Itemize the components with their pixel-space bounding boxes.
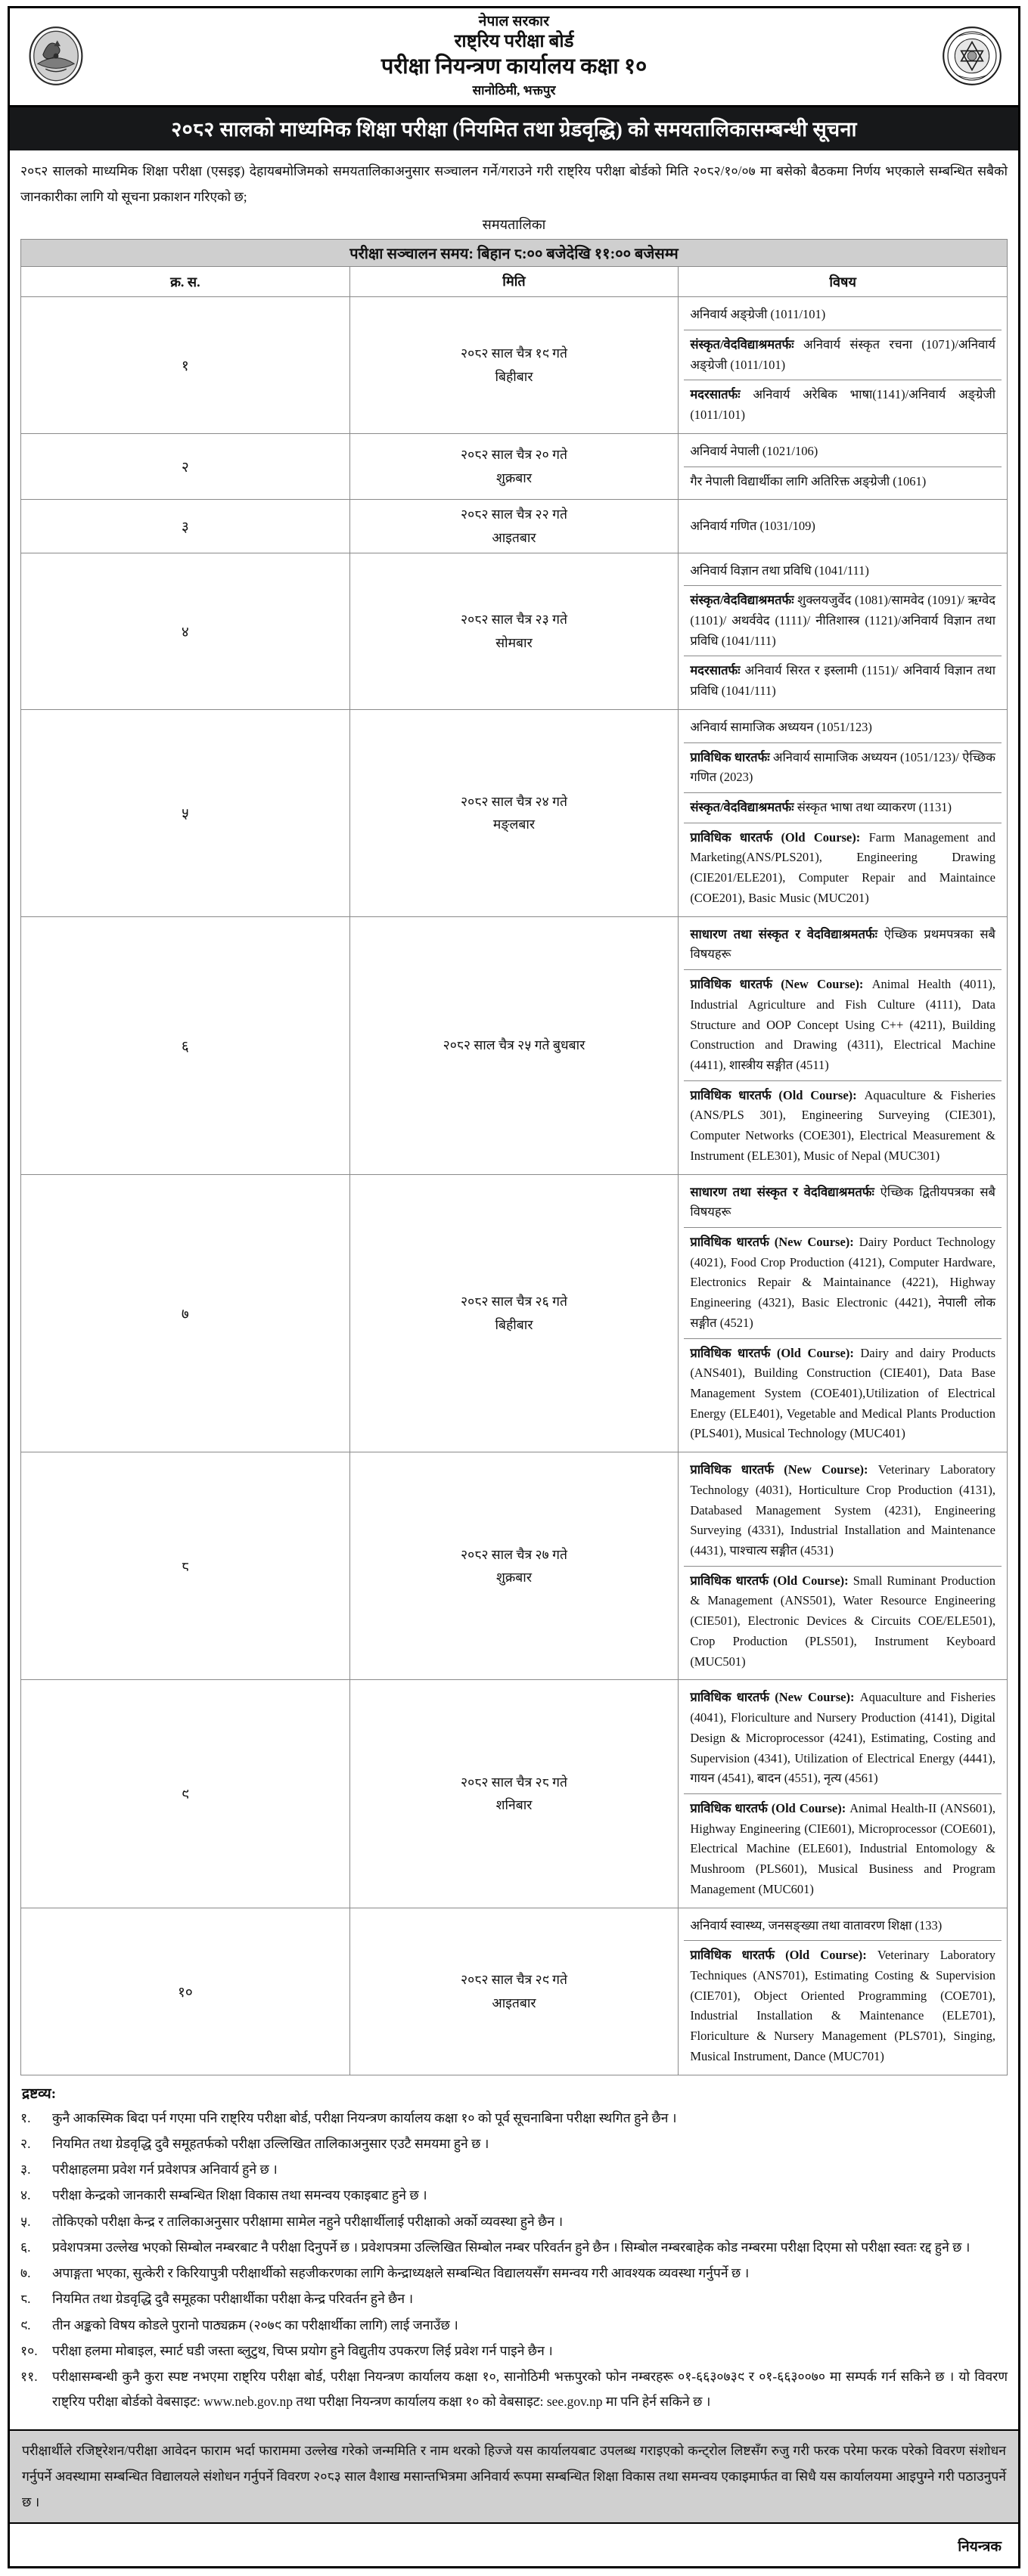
notes-list — [20, 2106, 1008, 2415]
note-text: परीक्षासम्बन्धी कुनै कुरा स्पष्ट नभएमा राष्ट्रिय परीक्षा बोर्ड, परीक्षा नियन्त्रण कार्यालय कक्षा १०, सानोठिमी भक्तपुरको फोन नम्बरहरू ०१-६६३०७३९ र ०१-६६३००७० मा सम्पर्क गर्न सकिने छ । यो विवरण राष्ट्रिय परीक्षा बोर्डको वेबसाइट: www.neb.gov.np तथा परीक्षा नियन्त्रण कार्यालय कक्षा १० को वेबसाइट: see.gov.np मा पनि हेर्न सकिने छ । — [52, 2369, 1008, 2410]
subject-entry: प्राविधिक धारतर्फ (Old Course): Aquaculture & Fisheries (ANS/PLS 301), Engineering Surveying (CIE301), Computer Networks (COE301), Electrical Measurement & Instrument (ELE301), Music of Nepal (MUC301) — [690, 1087, 995, 1163]
exam-time-text: परीक्षा सञ्चालन समय: बिहान ८:०० बजेदेखि ११:०० बजेसम्म — [21, 239, 1008, 266]
routine-rows-container — [21, 297, 1008, 2075]
note-item — [20, 2183, 1008, 2208]
exam-date-line-2: मङ्लबार — [492, 817, 536, 832]
letterhead — [10, 8, 1018, 107]
exam-routine-table — [20, 239, 1008, 2075]
subject-entry: प्राविधिक धारतर्फ (New Course): Veterinary Laboratory Technology (4031), Horticulture Crop Production (4131), Databased Management System (4231), Engineering Surveying (4331), Industrial Installation and Maintenance (4431), पाश्चात्य सङ्गीत (4531) — [684, 1455, 1002, 1567]
table-row — [21, 916, 1008, 1174]
note-number: ८. — [20, 2291, 31, 2307]
exam-time-row — [21, 239, 1008, 266]
exam-date-line-1: २०८२ साल चैत्र १९ गते — [461, 346, 567, 361]
note-text: प्रवेशपत्रमा उल्लेख भएको सिम्बोल नम्बरबाट नै परीक्षा दिनुपर्ने छ । प्रवेशपत्रमा उल्लिखित सिम्बोल नम्बर परिवर्तन हुने छैन । सिम्बोल नम्बरबाहेक कोड नम्बरमा परीक्षा दिएमा सो परीक्षा स्वतः रद्द हुने छ । — [52, 2239, 971, 2255]
org-line-government: नेपाल सरकार — [478, 14, 550, 29]
exam-date-line-2: सोमबार — [495, 634, 533, 650]
subject-entry: प्राविधिक धारतर्फ (Old Course): Dairy and dairy Products (ANS401), Building Construction (CIE401), Data Base Management System (COE401),Utilization of Electrical Energy (ELE401), Vegetable and Medical Plants Production (PLS401), Musical Technology (MUC401) — [690, 1345, 995, 1441]
cell-subjects — [679, 433, 1008, 499]
cell-exam-date — [349, 1908, 679, 2075]
note-number: २. — [20, 2135, 31, 2151]
table-row — [21, 297, 1008, 434]
cell-exam-date — [349, 500, 679, 553]
exam-date-line-1: २०८२ साल चैत्र २७ गते — [461, 1546, 567, 1562]
notes-title: द्रष्टव्य: — [22, 2085, 57, 2102]
note-item — [20, 2261, 1008, 2286]
exam-date-line-2: शुक्रबार — [495, 470, 532, 486]
table-row — [21, 1908, 1008, 2075]
cell-subjects — [679, 1174, 1008, 1452]
exam-date-line-1: २०८२ साल चैत्र २० गते — [461, 447, 567, 463]
note-item — [20, 2209, 1008, 2234]
subject-entry: मदरसातर्फः अनिवार्य सिरत र इस्लामी (1151)/ अनिवार्य विज्ञान तथा प्रविधि (1041/111) — [690, 663, 995, 699]
note-item — [20, 2157, 1008, 2182]
table-row — [21, 1680, 1008, 1908]
subject-entry: अनिवार्य नेपाली (1021/106) — [684, 437, 1002, 467]
note-text: तोकिएको परीक्षा केन्द्र र तालिकाअनुसार परीक्षामा सामेल नहुने परीक्षार्थीलाई परीक्षाको अर्को व्यवस्था हुने छैन । — [52, 2213, 564, 2229]
signoff-controller: नियन्त्रक — [958, 2538, 1002, 2555]
subject-entry: प्राविधिक धारतर्फ (Old Course): Small Ruminant Production & Management (ANS501), Water Resource Engineering (CIE501), Electronic Devices & Circuits COE/ELE501), Crop Production (PLS501), Instrument Keyboard (MUC501) — [690, 1573, 995, 1669]
table-row — [21, 709, 1008, 916]
table-row — [21, 500, 1008, 553]
exam-date-line-2: आइतबार — [492, 1995, 536, 2010]
subject-entry: संस्कृत/वेदविद्याश्रमतर्फः शुक्लयजुर्वेद (1081)/सामवेद (1091)/ ऋग्वेद (1101)/ अथर्ववेद (1111)/ नीतिशास्त्र (1121)/अनिवार्य विज्ञान तथा प्रविधि (1041/111) — [684, 586, 1002, 656]
cell-exam-date — [349, 297, 679, 434]
subject-entry: अनिवार्य विज्ञान तथा प्रविधि (1041/111) — [684, 556, 1002, 587]
notice-body — [10, 150, 1018, 2422]
subject-entry: गैर नेपाली विद्यार्थीका लागि अतिरिक्त अङ्ग्रेजी (1061) — [690, 473, 927, 488]
cell-serial-number: ५ — [21, 709, 350, 916]
note-number: १. — [20, 2109, 31, 2125]
table-header-row — [21, 266, 1008, 297]
subject-entry: संस्कृत/वेदविद्याश्रमतर्फः संस्कृत भाषा तथा व्याकरण (1131) — [684, 793, 1002, 823]
letterhead-text — [89, 13, 939, 99]
neb-seal-emblem-icon — [939, 23, 1005, 88]
exam-date-line-2: बिहीबार — [495, 369, 533, 385]
subject-entry: प्राविधिक धारतर्फ (Old Course): Farm Management and Marketing(ANS/PLS201), Engineering Drawing (CIE201/ELE201), Computer Repair and Maintaince (COE201), Basic Music (MUC201) — [690, 829, 995, 905]
exam-date-line-2: शुक्रबार — [495, 1570, 532, 1586]
cell-serial-number: ६ — [21, 916, 350, 1174]
org-line-address: सानोठिमी, भक्तपुर — [472, 82, 556, 98]
cell-subjects — [679, 1908, 1008, 2075]
note-text: परीक्षा हलमा मोबाइल, स्मार्ट घडी जस्ता ब्लुटुथ, चिप्स प्रयोग हुने विद्युतीय उपकरण लिई प्रवेश गर्न पाइने छैन । — [52, 2342, 553, 2358]
org-line-board: राष्ट्रिय परीक्षा बोर्ड — [454, 32, 574, 52]
note-number: ५. — [20, 2213, 31, 2229]
note-item — [20, 2131, 1008, 2156]
cell-serial-number: २ — [21, 433, 350, 499]
table-row — [21, 1452, 1008, 1680]
subject-entry: प्राविधिक धारतर्फः अनिवार्य सामाजिक अध्ययन (1051/123)/ ऐच्छिक गणित (2023) — [684, 743, 1002, 793]
col-header-date: मिति — [349, 266, 679, 297]
footer-grey-note: परीक्षार्थीले रजिष्ट्रेशन/परीक्षा आवेदन फाराम भर्दा फाराममा उल्लेख गरेको जन्ममिति र नाम थरको हिज्जे यस कार्यालयबाट उपलब्ध गराइएको कन्ट्रोल लिष्टसँग रुजु गरी फरक परेमा फरक परेको विवरण संशोधन गर्नुपर्ने अवस्थामा सम्बन्धित विद्यालयले संशोधन गर्नुपर्ने विवरण २०८३ साल वैशाख मसान्तभित्रमा अनिवार्य रूपमा सम्बन्धित शिक्षा विकास तथा समन्वय एकाइमार्फत वा सिधै यस कार्यालयमा आइपुग्ने गरी पठाउनुपर्ने छ । — [10, 2429, 1018, 2524]
subject-entry: साधारण तथा संस्कृत र वेदविद्याश्रमतर्फः ऐच्छिक द्वितीयपत्रका सबै विषयहरू — [684, 1178, 1002, 1228]
cell-serial-number: ८ — [21, 1452, 350, 1680]
cell-subjects — [679, 1680, 1008, 1908]
note-text: परीक्षा केन्द्रको जानकारी सम्बन्धित शिक्षा विकास तथा समन्वय एकाइबाट हुने छ । — [52, 2187, 427, 2203]
note-item — [20, 2286, 1008, 2311]
notice-banner-title: २०८२ सालको माध्यमिक शिक्षा परीक्षा (नियमित तथा ग्रेडवृद्धि) को समयतालिकासम्बन्धी सूचना — [10, 107, 1018, 150]
col-header-sn: क्र. स. — [21, 266, 350, 297]
cell-exam-date — [349, 709, 679, 916]
notice-frame — [8, 6, 1020, 2568]
note-item — [20, 2364, 1008, 2415]
subject-entry: प्राविधिक धारतर्फ (New Course): Aquaculture and Fisheries (4041), Floriculture and Nursery Production (4141), Digital Design & Microprocessor (4241), Estimating, Costing and Supervision (4341), Utilization of Electrical Energy (4441), गायन (4541), बादन (4551), नृत्य (4561) — [684, 1683, 1002, 1794]
exam-date-line-2: बिहीबार — [495, 1316, 533, 1332]
cell-serial-number: ४ — [21, 553, 350, 709]
cell-serial-number: ९ — [21, 1680, 350, 1908]
note-text: नियमित तथा ग्रेडवृद्धि दुवै समूहतर्फको परीक्षा उल्लिखित तालिकाअनुसार एउटै समयमा हुने छ । — [52, 2135, 489, 2151]
cell-subjects — [679, 553, 1008, 709]
col-header-subject: विषय — [679, 266, 1008, 297]
exam-date-line-1: २०८२ साल चैत्र २३ गते — [461, 612, 567, 628]
cell-subjects — [679, 500, 1008, 553]
subject-entry: प्राविधिक धारतर्फ (Old Course): Veterinary Laboratory Techniques (ANS701), Estimating Costing & Supervision (CIE701), Object Oriented Programming (COE701), Industrial Installation & Maintenance (ELE701), Floriculture & Nursery Management (PLS701), Singing, Musical Instrument, Dance (MUC701) — [690, 1948, 996, 2063]
cell-exam-date — [349, 1174, 679, 1452]
exam-date-line-1: २०८२ साल चैत्र २५ गते बुधबार — [443, 1037, 585, 1053]
subject-entry: अनिवार्य स्वास्थ्य, जनसङ्ख्या तथा वातावरण शिक्षा (133) — [684, 1911, 1002, 1942]
note-number: १०. — [20, 2342, 38, 2358]
note-text: परीक्षाहलमा प्रवेश गर्न प्रवेशपत्र अनिवार्य हुने छ । — [52, 2162, 278, 2178]
table-row — [21, 1174, 1008, 1452]
exam-date-line-2: शनिबार — [495, 1797, 533, 1813]
subject-entry: मदरसातर्फः अनिवार्य अरेबिक भाषा(1141)/अनिवार्य अङ्ग्रेजी (1011/101) — [690, 387, 995, 423]
subject-entry: प्राविधिक धारतर्फ (New Course): Animal Health (4011), Industrial Agriculture and Fish Culture (4111), Data Structure and OOP Concept Using C++ (4211), Building Construction and Drawing (4311), Electrical Machine (4411), शास्त्रीय सङ्गीत (4511) — [684, 970, 1002, 1081]
note-text: अपाङ्गता भएका, सुत्केरी र किरियापुत्री परीक्षार्थीको सहजीकरणका लागि केन्द्राध्यक्षले सम्बन्धित विद्यालयसँग समन्वय गरी आवश्यक व्यवस्था गर्नुपर्ने छ । — [52, 2265, 750, 2281]
exam-date-line-1: २०८२ साल चैत्र २९ गते — [461, 1971, 567, 1987]
note-number: ६. — [20, 2239, 31, 2255]
note-number: ११. — [20, 2369, 38, 2385]
subject-entry: अनिवार्य अङ्ग्रेजी (1011/101) — [684, 300, 1002, 330]
note-item — [20, 2106, 1008, 2131]
note-number: ४. — [20, 2187, 31, 2203]
subject-entry: प्राविधिक धारतर्फ (Old Course): Animal Health-II (ANS601), Highway Engineering (CIE601), Microprocessor (COE601), Electrical Machine (ELE601), Industrial Entomology & Mushroom (PLS601), Musical Business and Program Management (MUC601) — [690, 1800, 995, 1896]
note-number: ९. — [20, 2317, 31, 2333]
note-number: ३. — [20, 2162, 31, 2178]
cell-subjects — [679, 297, 1008, 434]
cell-exam-date — [349, 433, 679, 499]
subject-entry: अनिवार्य गणित (1031/109) — [690, 518, 815, 533]
subject-entry: संस्कृत/वेदविद्याश्रमतर्फः अनिवार्य संस्कृत रचना (1071)/अनिवार्य अङ्ग्रेजी (1011/101) — [684, 330, 1002, 380]
exam-date-line-1: २०८२ साल चैत्र २८ गते — [461, 1774, 567, 1790]
exam-date-line-1: २०८२ साल चैत्र २२ गते — [461, 507, 567, 522]
note-text: तीन अङ्कको विषय कोडले पुरानो पाठ्यक्रम (२०७९ का परीक्षार्थीका लागि) लाई जनाउँछ । — [52, 2317, 458, 2333]
exam-date-line-1: २०८२ साल चैत्र २६ गते — [461, 1294, 567, 1310]
exam-date-line-1: २०८२ साल चैत्र २४ गते — [461, 793, 567, 809]
note-text: नियमित तथा ग्रेडवृद्धि दुवै समूहका परीक्षार्थीका परीक्षा केन्द्र परिवर्तन हुने छैन । — [52, 2291, 414, 2307]
cell-serial-number: ३ — [21, 500, 350, 553]
subject-entry: अनिवार्य सामाजिक अध्ययन (1051/123) — [684, 713, 1002, 743]
cell-serial-number: १० — [21, 1908, 350, 2075]
intro-paragraph: २०८२ सालको माध्यमिक शिक्षा परीक्षा (एसइइ) देहायबमोजिमको समयतालिकाअनुसार सञ्चालन गर्ने/गराउने गरी राष्ट्रिय परीक्षा बोर्डको मिति २०८२/१०/०७ मा बसेको बैठकमा निर्णय भएकाले सम्बन्धित सबैको जानकारीका लागि यो सूचना प्रकाशन गरिएको छ; — [20, 163, 1008, 204]
note-number: ७. — [20, 2265, 31, 2281]
nepal-government-emblem-icon — [23, 23, 89, 88]
cell-exam-date — [349, 1452, 679, 1680]
cell-exam-date — [349, 916, 679, 1174]
cell-serial-number: १ — [21, 297, 350, 434]
cell-exam-date — [349, 553, 679, 709]
table-row — [21, 433, 1008, 499]
cell-serial-number: ७ — [21, 1174, 350, 1452]
note-text: कुनै आकस्मिक बिदा पर्न गएमा पनि राष्ट्रिय परीक्षा बोर्ड, परीक्षा नियन्त्रण कार्यालय कक्षा १० को पूर्व सूचनाबिना परीक्षा स्थगित हुने छैन । — [52, 2109, 677, 2125]
cell-exam-date — [349, 1680, 679, 1908]
org-line-office: परीक्षा नियन्त्रण कार्यालय कक्षा १० — [380, 54, 648, 79]
subject-entry: प्राविधिक धारतर्फ (New Course): Dairy Porduct Technology (4021), Food Crop Production (4121), Computer Hardware, Electronics Repair & Maintainance (4221), Highway Engineering (4321), Basic Electronic (4421), नेपाली लोक सङ्गीत (4521) — [684, 1228, 1002, 1339]
cell-subjects — [679, 709, 1008, 916]
cell-subjects — [679, 916, 1008, 1174]
table-row — [21, 553, 1008, 709]
exam-date-line-2: आइतबार — [492, 529, 536, 545]
subject-entry: साधारण तथा संस्कृत र वेदविद्याश्रमतर्फः ऐच्छिक प्रथमपत्रका सबै विषयहरू — [684, 920, 1002, 970]
schedule-label: समयतालिका — [482, 216, 546, 232]
note-item — [20, 2339, 1008, 2364]
note-item — [20, 2235, 1008, 2260]
cell-subjects — [679, 1452, 1008, 1680]
note-item — [20, 2313, 1008, 2338]
